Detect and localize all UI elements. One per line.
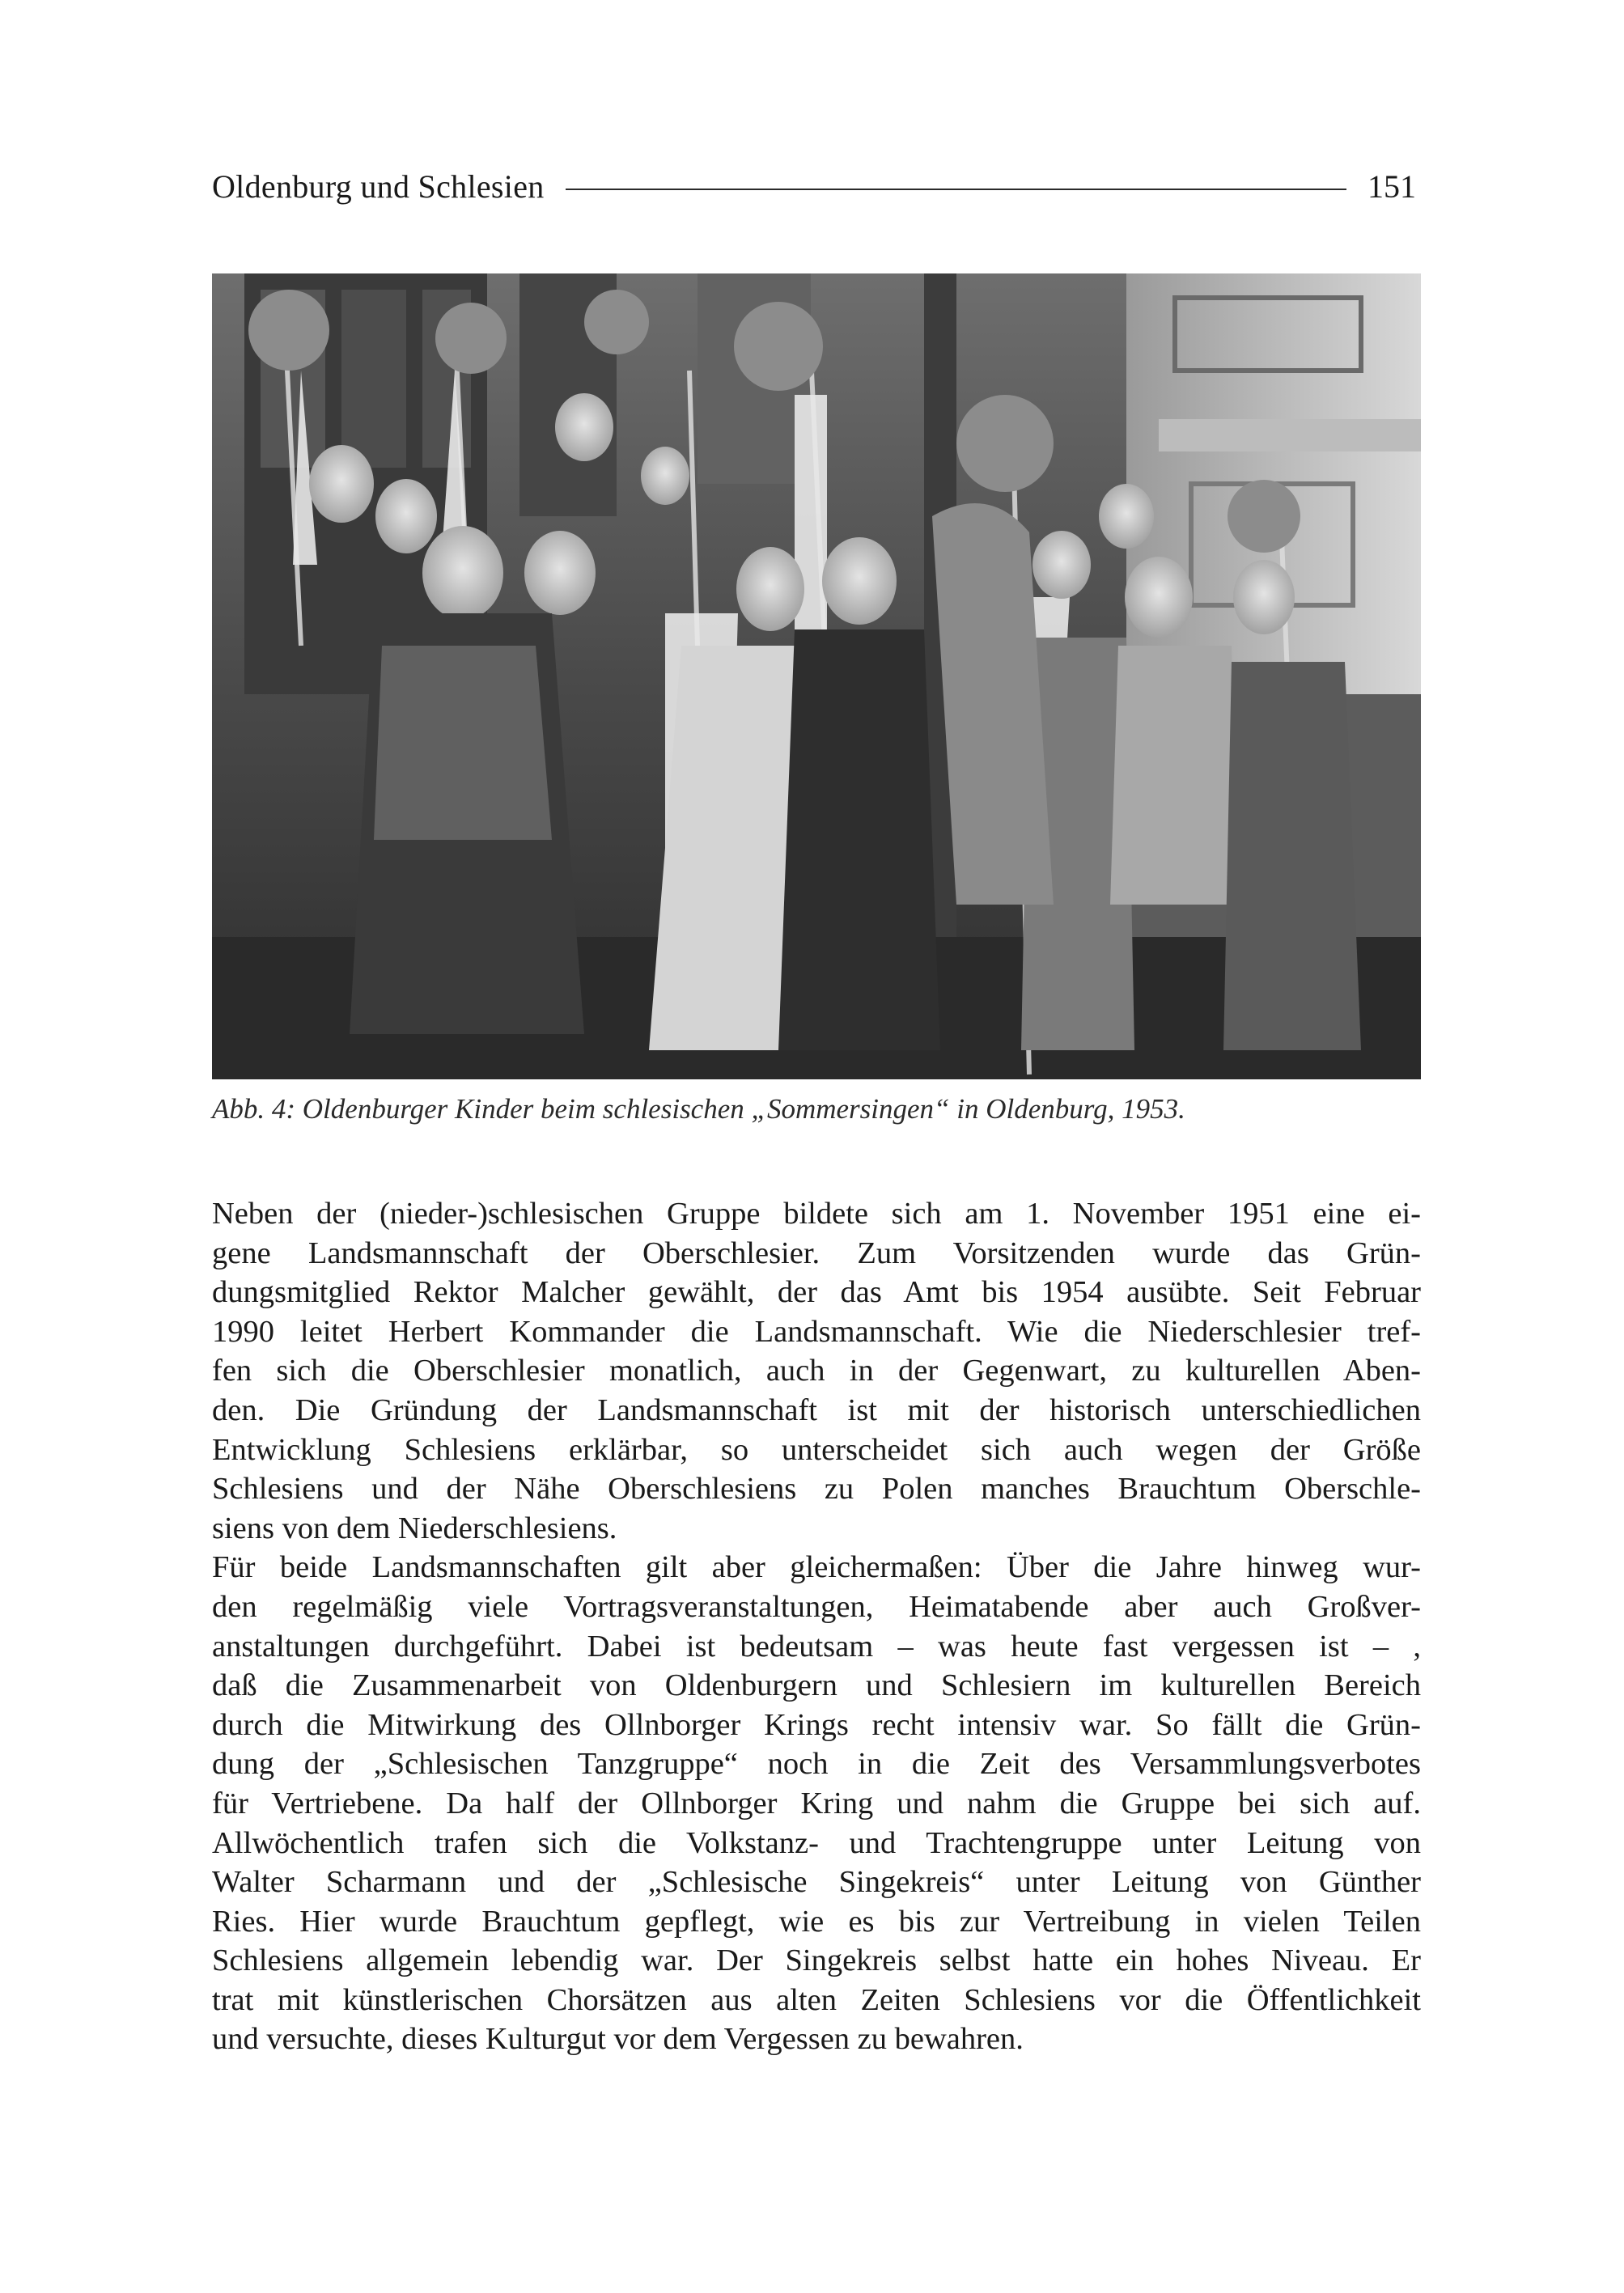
running-head-title: Oldenburg und Schlesien [212, 167, 545, 205]
running-head [212, 162, 1416, 210]
body-line: gene Landsmannschaft der Oberschlesier. Zum Vorsitzenden wurde das Grün- [212, 1236, 1421, 1270]
body-line: fen sich die Oberschlesier monatlich, auch in der Gegenwart, zu kulturellen Aben- [212, 1354, 1421, 1388]
body-line: Schlesiens und der Nähe Oberschlesiens zu Polen manches Brauchtum Oberschle- [212, 1472, 1421, 1507]
photo-children-sommersingen [212, 273, 1421, 1079]
body-line: daß die Zusammenarbeit von Oldenburgern und Schlesiern im kulturellen Bereich [212, 1668, 1421, 1703]
body-line: Walter Scharmann und der „Schlesische Singekreis“ unter Leitung von Günther [212, 1865, 1421, 1900]
body-line: Allwöchentlich trafen sich die Volkstanz- und Trachtengruppe unter Leitung von [212, 1825, 1421, 1860]
body-line: siens von dem Niederschlesiens. [212, 1511, 617, 1545]
body-paragraphs [212, 1194, 1421, 2059]
body-line: Für beide Landsmannschaften gilt aber gleichermaßen: Über die Jahre hinweg wur- [212, 1550, 1421, 1585]
figure-photo [212, 273, 1421, 1079]
body-line: durch die Mitwirkung des Ollnborger Krings recht intensiv war. So fällt die Grün- [212, 1707, 1421, 1742]
body-line: anstaltungen durchgeführt. Dabei ist bedeutsam – was heute fast vergessen ist – , [212, 1629, 1421, 1664]
body-line: und versuchte, dieses Kulturgut vor dem Vergessen zu bewahren. [212, 2022, 1024, 2057]
body-line: dung der „Schlesischen Tanzgruppe“ noch in die Zeit des Versammlungsverbotes [212, 1747, 1421, 1782]
page-number: 151 [1367, 167, 1416, 205]
body-line: Schlesiens allgemein lebendig war. Der Singekreis selbst hatte ein hohes Niveau. Er [212, 1943, 1421, 1978]
running-head-rule [566, 189, 1346, 190]
body-line: Neben der (nieder-)schlesischen Gruppe bildete sich am 1. November 1951 eine ei- [212, 1197, 1421, 1231]
body-line: den regelmäßig viele Vortragsveranstaltungen, Heimatabende aber auch Großver- [212, 1589, 1421, 1624]
body-line: den. Die Gründung der Landsmannschaft ist mit der historisch unterschiedlichen [212, 1392, 1421, 1427]
body-line: Entwicklung Schlesiens erklärbar, so unterscheidet sich auch wegen der Größe [212, 1432, 1421, 1467]
body-line: Ries. Hier wurde Brauchtum gepflegt, wie es bis zur Vertreibung in vielen Teilen [212, 1904, 1421, 1939]
body-line: für Vertriebene. Da half der Ollnborger Kring und nahm die Gruppe bei sich auf. [212, 1786, 1421, 1820]
body-line: trat mit künstlerischen Chorsätzen aus alten Zeiten Schlesiens vor die Öffentlichkeit [212, 1982, 1421, 2017]
figure-caption: Abb. 4: Oldenburger Kinder beim schlesischen „Sommersingen“ in Oldenburg, 1953. [212, 1093, 1185, 1125]
body-line: dungsmitglied Rektor Malcher gewählt, der das Amt bis 1954 ausübte. Seit Februar [212, 1275, 1421, 1310]
body-line: 1990 leitet Herbert Kommander die Landsmannschaft. Wie die Niederschlesier tref- [212, 1314, 1421, 1349]
